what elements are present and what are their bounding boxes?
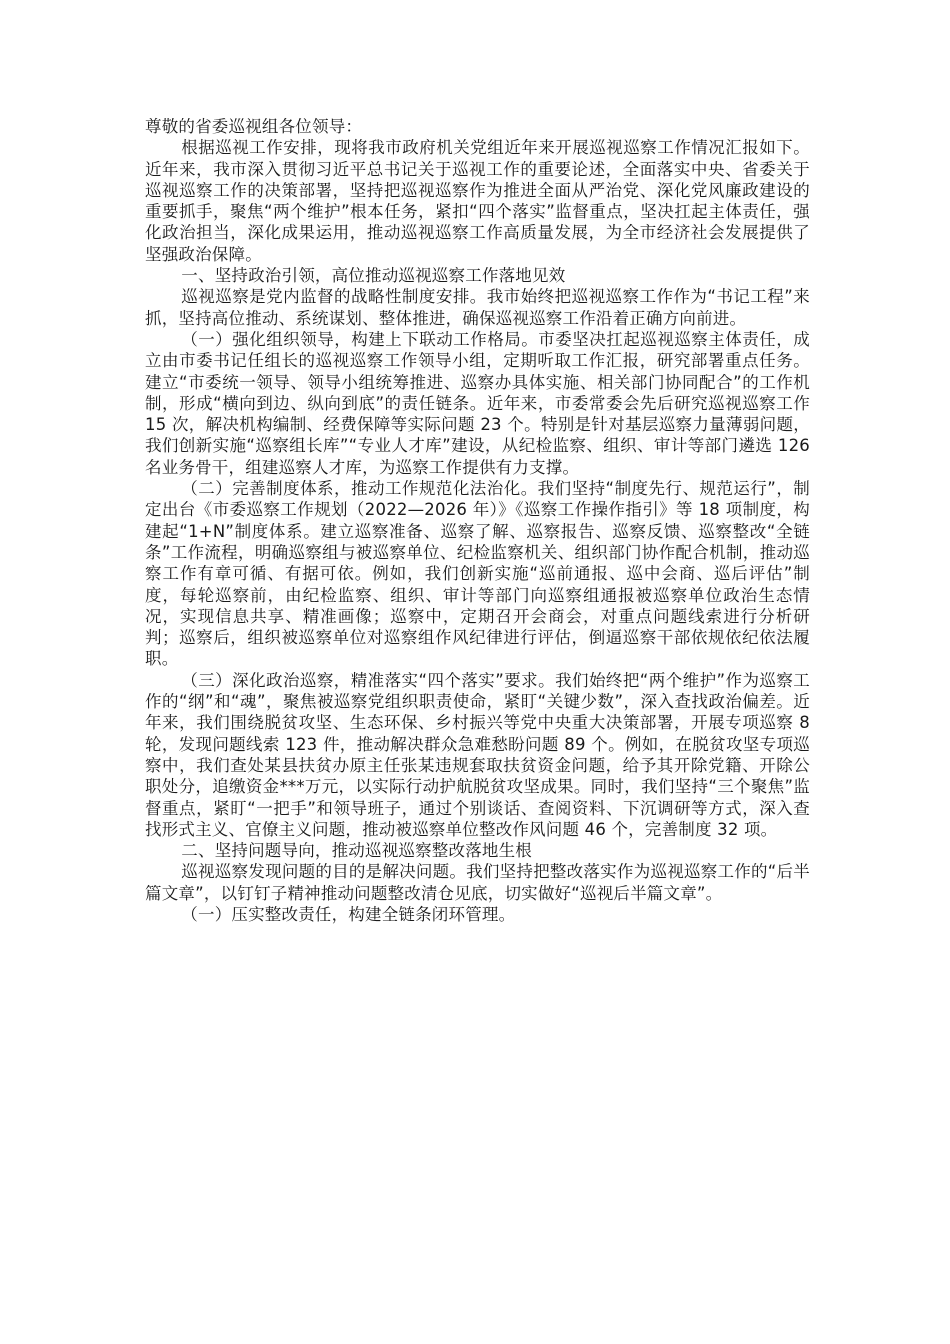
paragraph-section-2-intro: 巡视巡察发现问题的目的是解决问题。我们坚持把整改落实作为巡视巡察工作的“后半篇文章”，以钉钉子精神推动问题整改清仓见底，切实做好“巡视后半篇文章”。 [145,862,810,903]
paragraph-section-1-item-1: （一）强化组织领导，构建上下联动工作格局。市委坚决扛起巡视巡察主体责任，成立由市委书记任组长的巡视巡察工作领导小组，定期听取工作汇报，研究部署重点任务。建立“市委统一领导、领导小组统筹推进、巡察办具体实施、相关部门协同配合”的工作机制，形成“横向到边、纵向到底”的责任链条。近年来，市委常委会先后研究巡视巡察工作 15 次，解决机构编制、经费保障等实际问题 23 个。特别是针对基层巡察力量薄弱问题，我们创新实施“巡察组长库”“专业人才库”建设，从纪检监察、组织、审计等部门遴选 126 名业务骨干，组建巡察人才库，为巡察工作提供有力支撑。 [145,329,810,477]
paragraph-section-1-intro: 巡视巡察是党内监督的战略性制度安排。我市始终把巡视巡察工作作为“书记工程”来抓，坚持高位推动、系统谋划、整体推进，确保巡视巡察工作沿着正确方向前进。 [145,287,810,328]
document-body [145,116,810,925]
paragraph-section-1-item-2: （二）完善制度体系，推动工作规范化法治化。我们坚持“制度先行、规范运行”，制定出台《市委巡察工作规划（2022—2026 年）》《巡察工作操作指引》等 18 项制度，构建起“1+N”制度体系。建立巡察准备、巡察了解、巡察报告、巡察反馈、巡察整改“全链条”工作流程，明确巡察组与被巡察单位、纪检监察机关、组织部门协作配合机制，推动巡察工作有章可循、有据可依。例如，我们创新实施“巡前通报、巡中会商、巡后评估”制度，每轮巡察前，由纪检监察、组织、审计等部门向巡察组通报被巡察单位政治生态情况，实现信息共享、精准画像；巡察中，定期召开会商会，对重点问题线索进行分析研判；巡察后，组织被巡察单位对巡察组作风纪律进行评估，倒逼巡察干部依规依纪依法履职。 [145,479,810,669]
section-heading-1: 一、坚持政治引领，高位推动巡视巡察工作落地见效 [181,266,566,286]
paragraph-section-2-item-1: （一）压实整改责任，构建全链条闭环管理。 [181,904,516,924]
paragraph-section-1-item-3: （三）深化政治巡察，精准落实“四个落实”要求。我们始终把“两个维护”作为巡察工作的“纲”和“魂”，聚焦被巡察党组织职责使命，紧盯“关键少数”，深入查找政治偏差。近年来，我们围绕脱贫攻坚、生态环保、乡村振兴等党中央重大决策部署，开展专项巡察 8 轮，发现问题线索 123 件，推动解决群众急难愁盼问题 89 个。例如，在脱贫攻坚专项巡察中，我们查处某县扶贫办原主任张某违规套取扶贫资金问题，给予其开除党籍、开除公职处分，追缴资金***万元，以实际行动护航脱贫攻坚成果。同时，我们坚持“三个聚焦”监督重点，紧盯“一把手”和领导班子，通过个别谈话、查阅资料、下沉调研等方式，深入查找形式主义、官僚主义问题，推动被巡察单位整改作风问题 46 个，完善制度 32 项。 [145,670,810,839]
section-heading-2: 二、坚持问题导向，推动巡视巡察整改落地生根 [181,841,532,861]
salutation: 尊敬的省委巡视组各位领导： [145,117,363,136]
paragraph-intro: 根据巡视工作安排，现将我市政府机关党组近年来开展巡视巡察工作情况汇报如下。近年来，我市深入贯彻习近平总书记关于巡视工作的重要论述，全面落实中央、省委关于巡视巡察工作的决策部署，坚持把巡视巡察作为推进全面从严治党、深化党风廉政建设的重要抓手，聚焦“两个维护”根本任务，紧扣“四个落实”监督重点，坚决扛起主体责任，强化政治担当，深化成果运用，推动巡视巡察工作高质量发展，为全市经济社会发展提供了坚强政治保障。 [145,138,810,264]
